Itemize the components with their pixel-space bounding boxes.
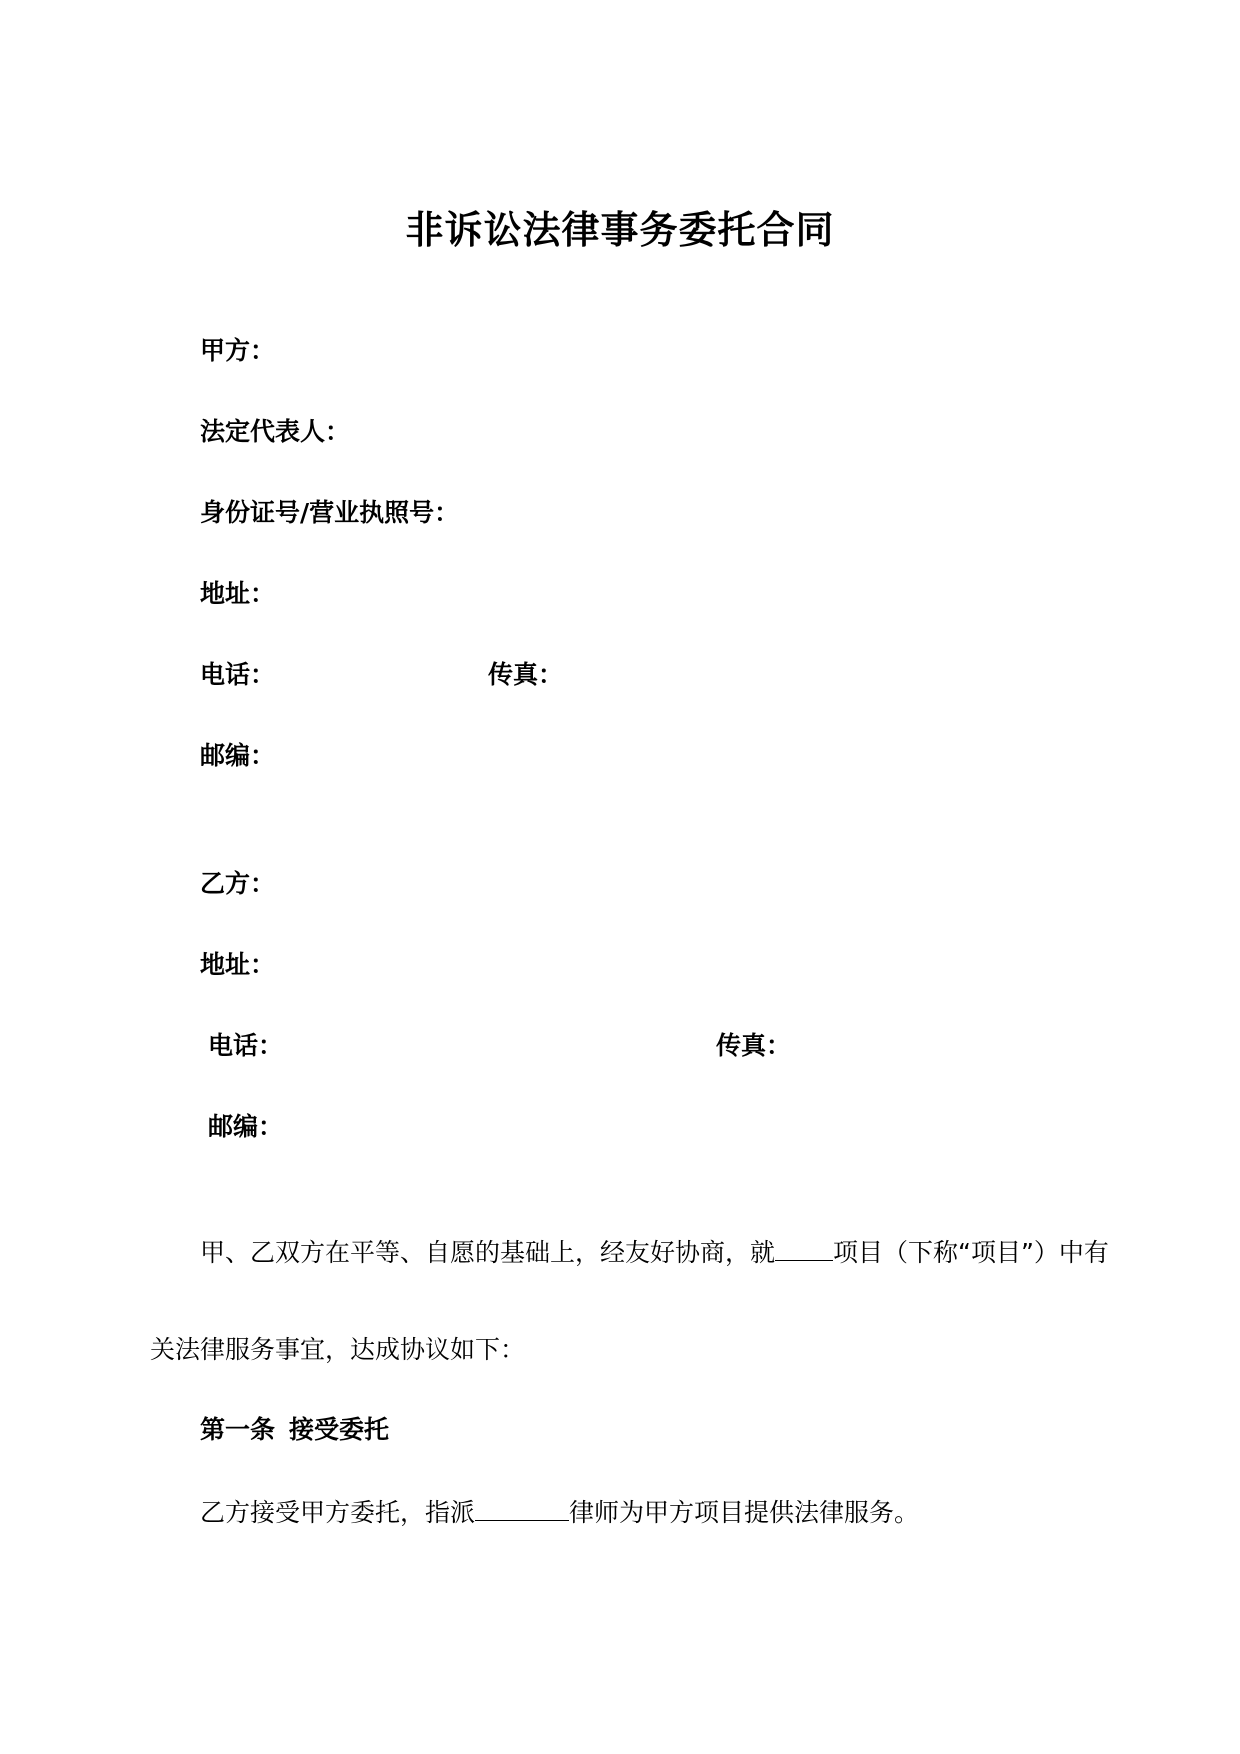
lawyer-name-blank	[475, 1494, 569, 1521]
party-b-address-label: 地址：	[200, 950, 276, 979]
article-1-text-2: 律师为甲方项目提供法律服务。	[569, 1498, 920, 1527]
project-name-blank	[775, 1234, 833, 1261]
party-b-phone-label: 电话：	[208, 1031, 284, 1060]
party-a-id-label: 身份证号/营业执照号：	[200, 498, 460, 527]
party-b-postcode-label: 邮编：	[208, 1112, 284, 1141]
document-title: 非诉讼法律事务委托合同	[405, 208, 835, 252]
article-1-title: 接受委托	[289, 1415, 390, 1444]
article-1-number: 第一条	[200, 1415, 276, 1444]
party-a-legal-rep-label: 法定代表人：	[200, 417, 351, 446]
party-b-label: 乙方：	[200, 869, 276, 898]
article-1-heading	[200, 1412, 389, 1448]
party-a-postcode-label: 邮编：	[200, 741, 276, 770]
intro-text-1: 甲、乙双方在平等、自愿的基础上，经友好协商，就	[200, 1238, 776, 1267]
article-1-text-1: 乙方接受甲方委托，指派	[200, 1498, 476, 1527]
intro-line-2: 关法律服务事宜，达成协议如下：	[150, 1335, 526, 1364]
intro-text-2: 项目（下称“项目”）中有	[833, 1238, 1109, 1267]
article-1-text	[200, 1494, 919, 1531]
party-a-address-label: 地址：	[200, 579, 276, 608]
intro-line-1	[200, 1234, 1109, 1271]
party-a-fax-label: 传真：	[488, 660, 564, 689]
party-a-label: 甲方：	[200, 336, 276, 365]
party-b-fax-label: 传真：	[716, 1031, 792, 1060]
party-a-phone-label: 电话：	[200, 660, 276, 689]
